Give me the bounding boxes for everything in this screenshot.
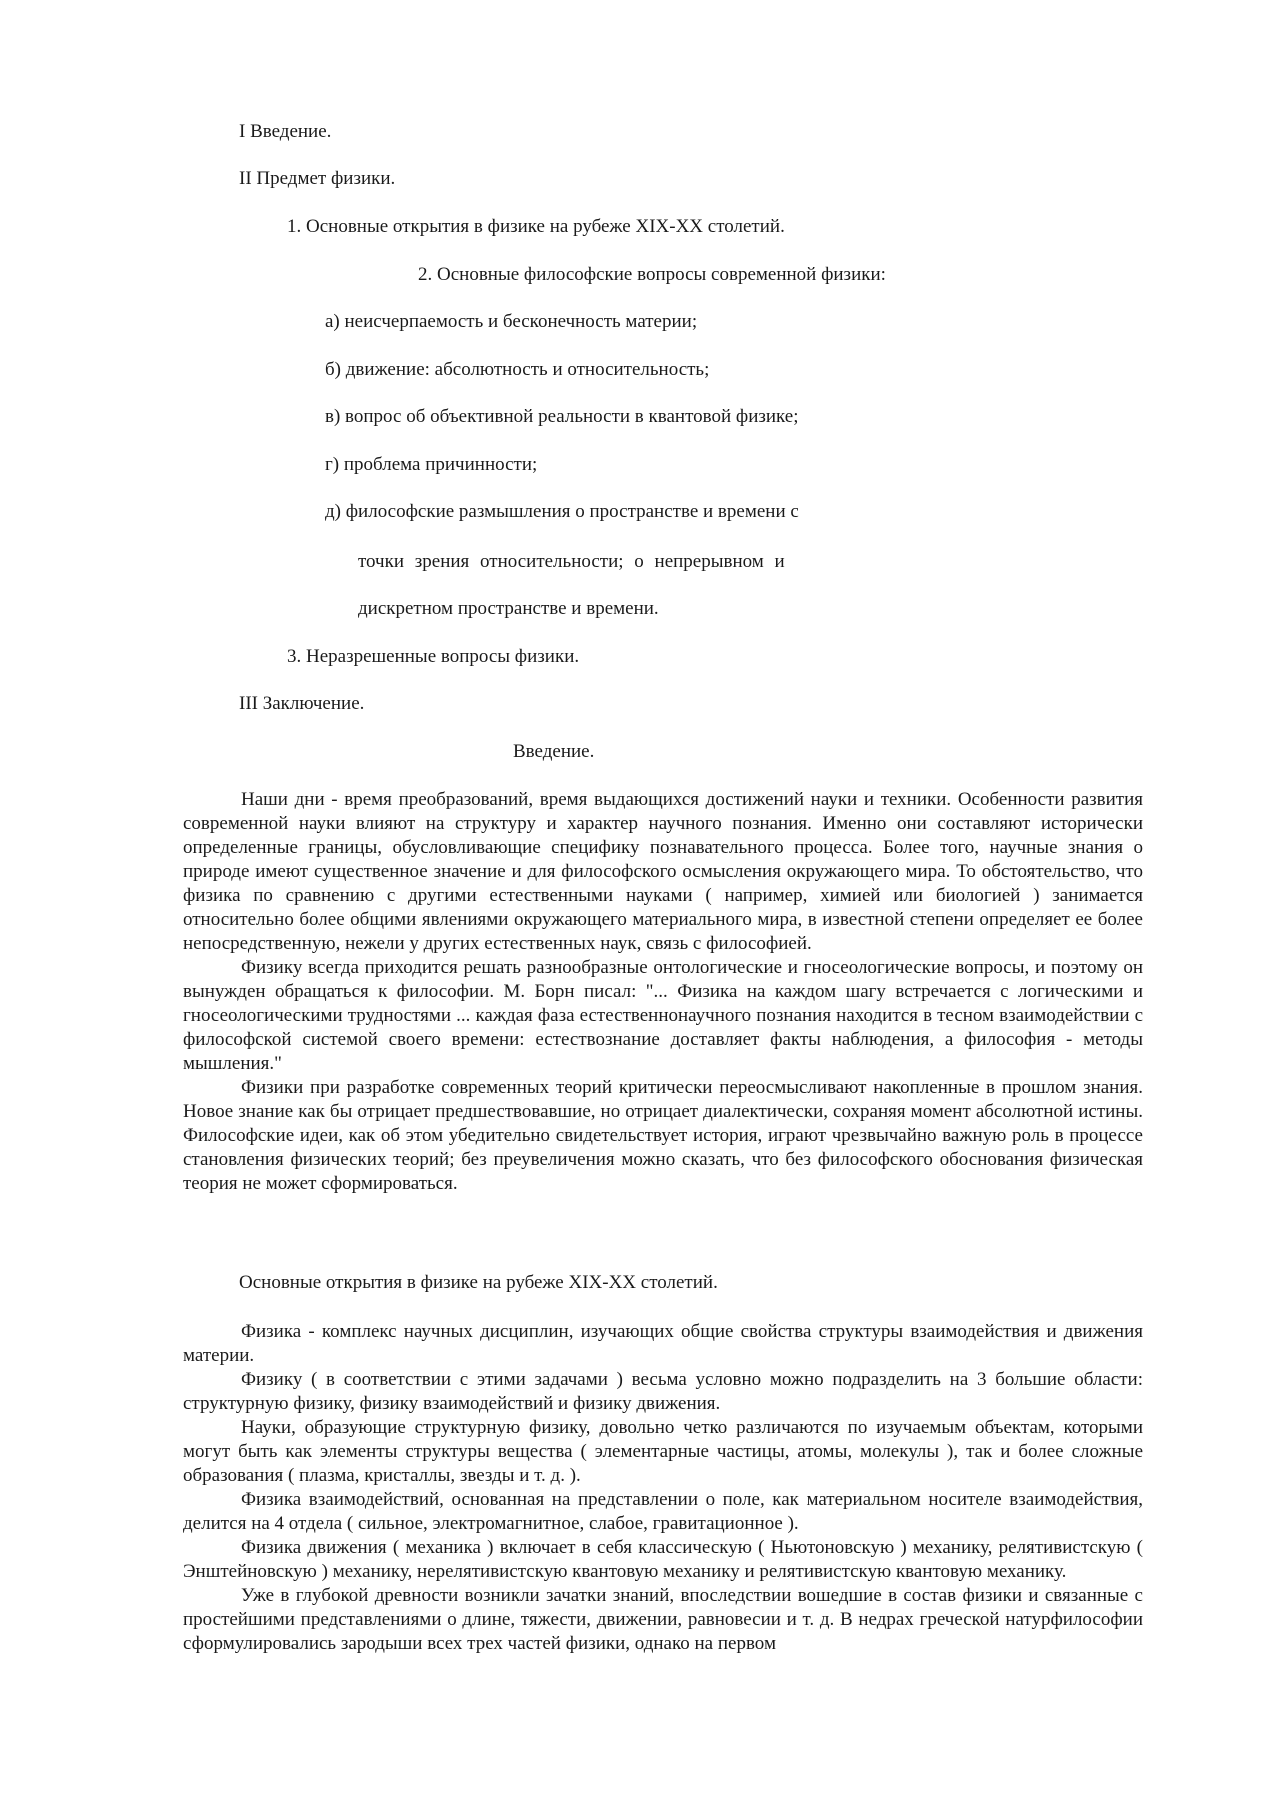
toc-subitem-d-line2: точки зрения относительности; о непрерывном и xyxy=(358,551,785,572)
toc-item-subject: II Предмет физики. xyxy=(239,168,396,189)
section1-paragraph: Физику ( в соответствии с этими задачами ) весьма условно можно подразделить на 3 большие области: структурную физику, физику взаимодействий и физику движения. xyxy=(183,1369,1143,1414)
intro-paragraph: Физику всегда приходится решать разнообразные онтологические и гносеологические вопросы, и поэтому он вынужден обращаться к философии. М. Борн писал: "... Физика на каждом шагу встречается с логическими и гносеологическими трудностями ... каждая фаза естественнонаучного познания находится в тесном взаимодействии с философской системой своего времени: естествознание доставляет факты наблюдения, а философия - методы мышления." xyxy=(183,957,1143,1074)
section1-paragraph: Науки, образующие структурную физику, довольно четко различаются по изучаемым объектам, которыми могут быть как элементы структуры вещества ( элементарные частицы, атомы, молекулы ), так и более сложные образования ( плазма, кристаллы, звезды и т. д. ). xyxy=(183,1417,1143,1486)
toc-subitem-d-line3: дискретном пространстве и времени. xyxy=(358,598,659,619)
section1-paragraph: Уже в глубокой древности возникли зачатки знаний, впоследствии вошедшие в состав физики и связанные с простейшими представлениями о длине, тяжести, движении, равновесии и т. д. В недрах греческой натурфилософии сформулировались зародыши всех трех частей физики, однако на первом xyxy=(183,1585,1143,1654)
toc-subitem-a: а) неисчерпаемость и бесконечность материи; xyxy=(325,311,698,332)
section1-paragraph: Физика - комплекс научных дисциплин, изучающих общие свойства структуры взаимодействия и движения материи. xyxy=(183,1321,1143,1366)
toc-item-conclusion: III Заключение. xyxy=(239,693,365,714)
section1-paragraph: Физика взаимодействий, основанная на представлении о поле, как материальном носителе взаимодействия, делится на 4 отдела ( сильное, электромагнитное, слабое, гравитационное ). xyxy=(183,1489,1143,1534)
intro-body xyxy=(183,788,1143,1196)
intro-paragraph: Физики при разработке современных теорий критически переосмысливают накопленные в прошлом знания. Новое знание как бы отрицает предшествовавшие, но отрицает диалектически, сохраняя момент абсолютной истины. Философские идеи, как об этом убедительно свидетельствует история, играют чрезвычайно важную роль в процессе становления физических теорий; без преувеличения можно сказать, что без философского обоснования физическая теория не может сформироваться. xyxy=(183,1077,1143,1194)
toc-item-introduction: I Введение. xyxy=(239,121,332,142)
intro-paragraph: Наши дни - время преобразований, время выдающихся достижений науки и техники. Особенности развития современной науки влияют на структуру и характер научного познания. Именно они составляют исторически определенные границы, обусловливающие специфику познавательного процесса. Более того, научные знания о природе имеют существенное значение и для философского осмысления окружающего мира. То обстоятельство, что физика по сравнению с другими естественными науками ( например, химией или биологией ) занимается относительно более общими явлениями окружающего материального мира, в известной степени определяет ее более непосредственную, нежели у других естественных наук, связь с философией. xyxy=(183,789,1143,954)
toc-subitem-b: б) движение: абсолютность и относительность; xyxy=(325,359,710,380)
toc-subitem-v: в) вопрос об объективной реальности в квантовой физике; xyxy=(325,406,799,427)
intro-heading: Введение. xyxy=(513,741,595,762)
toc-item-philosophical-questions: 2. Основные философские вопросы современной физики: xyxy=(418,264,886,285)
toc-item-unresolved: 3. Неразрешенные вопросы физики. xyxy=(287,646,580,667)
toc-subitem-d-line1: д) философские размышления о пространстве и времени с xyxy=(325,501,799,522)
toc-item-discoveries: 1. Основные открытия в физике на рубеже XIX-XX столетий. xyxy=(287,216,785,237)
section1-body xyxy=(183,1320,1143,1656)
section1-heading: Основные открытия в физике на рубеже XIX-XX столетий. xyxy=(239,1272,718,1293)
section1-paragraph: Физика движения ( механика ) включает в себя классическую ( Ньютоновскую ) механику, релятивистскую ( Энштейновскую ) механику, нерелятивистскую квантовую механику и релятивистскую квантовую механику. xyxy=(183,1537,1143,1582)
toc-subitem-g: г) проблема причинности; xyxy=(325,454,538,475)
